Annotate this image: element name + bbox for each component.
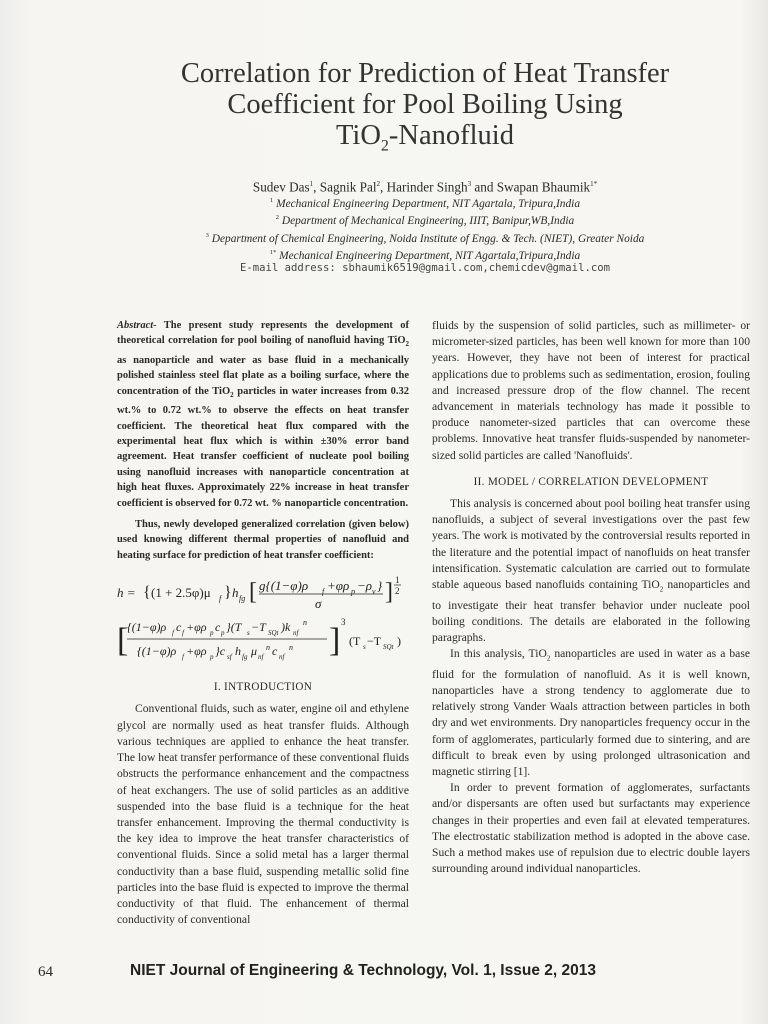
svg-text:f: f bbox=[182, 629, 184, 638]
svg-text:fg: fg bbox=[239, 594, 246, 604]
svg-text:}: } bbox=[377, 578, 383, 594]
affiliation-2: $^2$ Department of Mechanical Engineering, IIIT, Banipur,WB,India bbox=[275, 214, 575, 227]
section-2-heading: II. MODEL / CORRELATION DEVELOPMENT bbox=[473, 475, 709, 488]
svg-text:n: n bbox=[266, 643, 270, 653]
svg-text:n: n bbox=[303, 618, 307, 628]
paper-title bbox=[80, 58, 768, 162]
journal-footer: NIET Journal of Engineering & Technology, Vol. 1, Issue 2, 2013 bbox=[130, 962, 596, 979]
svg-text:]: ] bbox=[385, 579, 393, 606]
svg-text:c: c bbox=[176, 620, 182, 635]
svg-text:σ: σ bbox=[315, 596, 322, 612]
svg-text:n: n bbox=[289, 643, 293, 653]
right-column bbox=[432, 318, 750, 877]
affiliation-1: $^1$ Mechanical Engineering Department, NIT Agartala, Tripura,India bbox=[269, 197, 581, 210]
svg-text:f: f bbox=[182, 653, 184, 662]
svg-text:−ρ: −ρ bbox=[357, 578, 373, 594]
svg-text:p: p bbox=[210, 629, 214, 638]
svg-text:nf: nf bbox=[279, 653, 285, 662]
contact-email: E-mail address: sbhaumik6519@gmail.com,chemicdev@gmail.com bbox=[240, 262, 610, 274]
page-number: 64 bbox=[38, 964, 53, 980]
svg-text:f: f bbox=[172, 629, 174, 638]
svg-text:SQt: SQt bbox=[268, 629, 279, 638]
section-1-heading: I. INTRODUCTION bbox=[213, 681, 313, 694]
model-paragraph-1: This analysis is concerned about pool boiling heat transfer using nanofluids, a subject of several investigations over the past few years. The work is motivated by the controversial results reported in the literature and the potential impact of nanofluids on heat transfer intensification. Systematic calculation are carried out to formulate stable aqueous based nanofluids containing TiO$_2$ nanoparticles and to investigate their heat transfer behavior under nucleate pool boiling conditions. The details are elaborated in the following paragraphs. bbox=[432, 497, 750, 644]
svg-text:−T: −T bbox=[367, 634, 382, 649]
svg-text:SQt: SQt bbox=[383, 643, 394, 652]
author-list: Sudev Das$^1$, Sagnik Pal$^2$, Harinder Singh$^3$ and Swapan Bhaumik$^{1*}$ bbox=[252, 179, 598, 195]
svg-text:{(1−φ)ρ: {(1−φ)ρ bbox=[127, 620, 167, 635]
svg-text:c: c bbox=[272, 644, 278, 659]
svg-text:(T: (T bbox=[349, 634, 361, 649]
svg-text:nf: nf bbox=[258, 653, 264, 662]
svg-text:{(1−φ)ρ: {(1−φ)ρ bbox=[137, 644, 177, 659]
svg-text:p: p bbox=[221, 629, 225, 638]
svg-text:h: h bbox=[232, 585, 239, 601]
introduction-continued: fluids by the suspension of solid particles, such as millimeter- or micrometer-sized particles, has been well known for more than 100 years. However, they have not been of interest for practical applications due to problems such as sedimentation, erosion, fouling and increased pressure drop of the flow channel. The recent advancement in materials technology has made it possible to produce nanometer-sized particles that can overcome these problems. Innovative heat transfer fluids-suspended by nanometer-sized solid particles are called 'Nanofluids'. bbox=[432, 319, 750, 462]
svg-text:f: f bbox=[219, 594, 222, 604]
svg-text:[: [ bbox=[117, 622, 129, 660]
svg-text:μ: μ bbox=[251, 644, 258, 659]
svg-text:p: p bbox=[210, 653, 214, 662]
affiliation-3: $^3$ Department of Chemical Engineering, Noida Institute of Engg. & Tech. (NIET), Greater Noida bbox=[205, 232, 645, 245]
svg-text:f: f bbox=[322, 587, 325, 597]
left-column bbox=[117, 318, 409, 928]
svg-text:fg: fg bbox=[242, 653, 248, 662]
correlation-equation bbox=[113, 573, 413, 693]
svg-text:[: [ bbox=[249, 579, 257, 606]
model-paragraph-2: In this analysis, TiO$_2$ nanoparticles are used in water as a base fluid for the formulation of nanofluid. As it is well known, nanoparticles have a strong tendency to agglomerate due to relatively strong Vander Waals attraction between particles in both dry and wet environments. Dry nanoparticles frequency occur in the form of agglomerates, particularly formed due to sintering, and are difficult to break even by using prolonged ultrasonication and magnetic stirring [1]. bbox=[432, 647, 750, 778]
svg-text:h: h bbox=[235, 644, 241, 659]
svg-text:}c: }c bbox=[215, 644, 226, 659]
svg-text:+φρ: +φρ bbox=[186, 620, 207, 635]
svg-text:): ) bbox=[397, 634, 401, 649]
svg-text:−T: −T bbox=[251, 620, 266, 635]
svg-text:2: 2 bbox=[395, 586, 400, 597]
svg-text:sf: sf bbox=[227, 653, 232, 662]
svg-text:p: p bbox=[351, 587, 355, 597]
svg-text:}: } bbox=[224, 584, 232, 602]
svg-text:v: v bbox=[372, 587, 376, 597]
title-line-1: Correlation for Prediction of Heat Transfer bbox=[180, 58, 670, 89]
svg-text:3: 3 bbox=[341, 617, 346, 628]
abstract: Abstract- The present study represents the development of theoretical correlation for pool boiling of nanofluid having TiO$_2$ as nanoparticle and water as base fluid in a mechanically polished stainless steel flat plate as a boiling surface, where the concentration of the TiO$_2$ particles in water increases from 0.32 wt.% to 0.72 wt.% to observe the effects on heat transfer coefficient. The theoretical heat flux compared with the experimental heat flux which is within ±30% error band agreement. Heat transfer coefficient of nucleate pool boiling using nanofluid increases with nanoparticle concentration at high heat fluxes. Approximately 22% increase in heat transfer coefficient is observed for 0.72 wt. % nanoparticle concentration. bbox=[117, 320, 409, 509]
svg-text:1: 1 bbox=[395, 575, 400, 586]
svg-text:g{(1−φ)ρ: g{(1−φ)ρ bbox=[259, 578, 309, 594]
title-line-3: TiO$_2$-Nanofluid bbox=[336, 120, 514, 155]
svg-text:{: { bbox=[143, 584, 151, 602]
model-paragraph-3: In order to prevent formation of agglomerates, surfactants and/or dispersants are often used but surfactants may experience changes in their properties and even fail at elevated temperatures. The electrostatic stabilization method is adopted in the above case. Such a method makes use of repulsion due to electric double layers surrounding around individual nanoparticles. bbox=[432, 781, 750, 876]
svg-text:nf: nf bbox=[293, 629, 299, 638]
svg-text:)k: )k bbox=[281, 620, 291, 635]
introduction-text: Conventional fluids, such as water, engine oil and ethylene glycol are normally used as heat transfer fluids. Although various techniques are applied to enhance the heat transfer. The low heat transfer performance of these conventional fluids obstructs the performance enhancement and the compactness of heat exchangers. The use of solid particles as an additive suspended into the base fluid is a technique for the heat transfer enhancement. Improving the thermal conductivity is the key idea to improve the heat transfer characteristics of conventional fluids. Since a solid metal has a larger thermal conductivity than a base fluid, suspending metallic solid fine particles into the base fluid is expected to improve the thermal conductivity of that fluid. The enhancement of thermal conductivity of conventional bbox=[117, 702, 409, 927]
svg-text:+φρ: +φρ bbox=[327, 578, 350, 594]
svg-text:h =: h = bbox=[117, 585, 136, 601]
svg-text:]: ] bbox=[329, 622, 341, 660]
svg-text:}(T: }(T bbox=[226, 620, 242, 635]
svg-text:s: s bbox=[363, 643, 366, 652]
svg-text:+φρ: +φρ bbox=[186, 644, 207, 659]
svg-text:c: c bbox=[215, 620, 221, 635]
correlation-intro: Thus, newly developed generalized correlation (given below) used knowing different thermal properties of nanofluid and heating surface for prediction of heat transfer coefficient: bbox=[117, 519, 409, 561]
affiliation-4: $^{1*}$ Mechanical Engineering Department, NIT Agartala,Tripura,India bbox=[269, 249, 581, 262]
title-line-2: Coefficient for Pool Boiling Using bbox=[227, 89, 623, 120]
svg-text:s: s bbox=[247, 629, 250, 638]
svg-text:(1 + 2.5φ)μ: (1 + 2.5φ)μ bbox=[151, 585, 211, 601]
